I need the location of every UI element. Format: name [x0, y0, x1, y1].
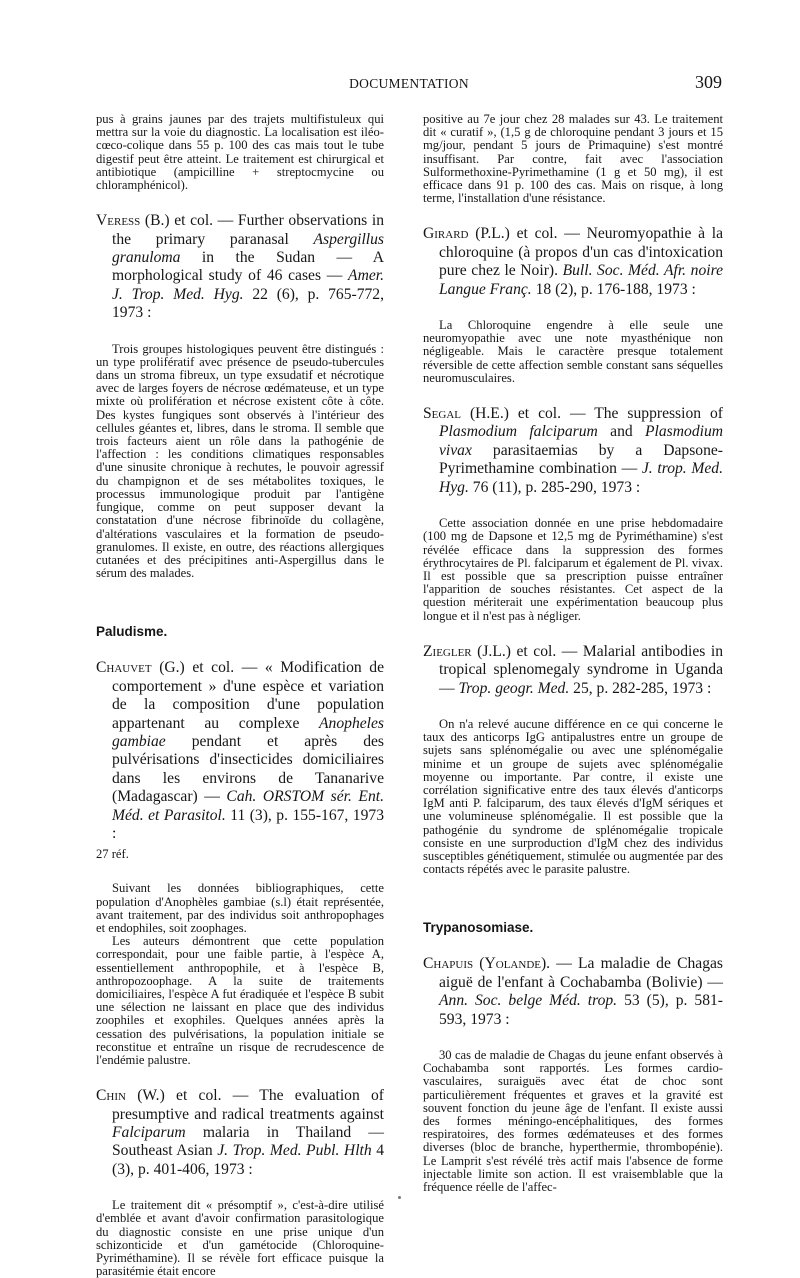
abstract-chin-continued: positive au 7e jour chez 28 malades sur 43. Le traitement dit « curatif », (1,5 g de chloroquine pendant 3 jours et 15 mg/jour, pendant 5 jours de Primaquine) s'est montré insuffisant. Par contre, fait avec l'association Sulformethoxine-Pyrimethamine (1 g et 50 mg), il est efficace dans 91 p. 100 des cas. Mais on risque, à long terme, l'installation d'une résistance.	[423, 112, 723, 206]
abstract-chauvet-1: Suivant les données bibliographiques, cette population d'Anophèles gambiae (s.l) était représentée, avant traitement, par des individus soit anthropophages et endophiles, soit zoophages.	[96, 881, 384, 935]
reference-chauvet: Chauvet (G.) et col. — « Modification de comportement » d'une espèce et variation de la composition d'une population appartenant au complexe Anopheles gambiae pendant et après des pulvérisations d'insecticides domiciliaires dans les environs de Tananarive (Madagascar) — Cah. ORSTOM sér. Ent. Méd. et Parasitol. 11 (3), p. 155-167, 1973 :	[96, 659, 384, 842]
journal-name: Ann. Soc. belge Méd. trop.	[439, 992, 618, 1010]
abstract-veress: Trois groupes histologiques peuvent être distingués : un type prolifératif avec présence de pseudo-tubercules dans un stroma fibreux, un type exsudatif et nécrotique avec de larges foyers de nécrose œdémateuse, et un type mixte où prolifération et nécrose existent côte à côte. Des kystes fungiques sont observés à l'intérieur des cellules géantes et, libres, dans le stroma. Il semble que trois facteurs aient un rôle dans la pathogénie de l'affection : les conditions climatiques responsables d'une sinusite chronique à rechutes, le pouvoir agressif du champignon et de ses métabolites toxiques, le processus immunologique produit par l'antigène fungique, comme on peut supposer devant la constatation d'une nécrose fibrinoïde du collagène, d'altérations vasculaires et la formation de pseudo-granulomes. Il existe, en outre, des réactions allergiques cutanées et des précipitines anti-Aspergillus dans le sérum des malades.	[96, 341, 384, 581]
reference-author: Chin (W.)	[96, 1087, 165, 1105]
reference-girard: Girard (P.L.) et col. — Neuromyopathie à la chloroquine (à propos d'un cas d'intoxication pure chez le Noir). Bull. Soc. Méd. Afr. noire Langue Franç. 18 (2), p. 176-188, 1973 :	[423, 225, 724, 298]
abstract-chapuis: 30 cas de maladie de Chagas du jeune enfant observés à Cochabamba sont rapportés. Les formes cardio-vasculaires, suraiguës avec état de choc sont particulièrement fréquentes et graves et la gravité est souvent fonction du jeune âge de l'enfant. Il existe aussi des formes méningo-encéphalitiques, des formes respiratoires, des formes œdémateuses et des formes diverses (bloc de branche, hyperthermie, thrombopénie). Le Lamprit s'est révélé très actif mais l'absence de forme injectable limite son action. Il est vraisemblable que la fréquence réelle de l'affec-	[423, 1048, 723, 1195]
reference-author: Veress (B.)	[96, 212, 170, 230]
abstract-girard: La Chloroquine engendre à elle seule une neuromyopathie avec une note myasthénique non négligeable. Mais le caractère presque totalement réversible de cette affection semble constant sans séquelles neuromusculaires.	[423, 318, 723, 385]
abstract-segal: Cette association donnée en une prise hebdomadaire (100 mg de Dapsone et 12,5 mg de Pyriméthamine) s'est révélée efficace dans la suppression des formes érythrocytaires de Pl. falciparum et également de Pl. vivax. Il est possible que sa prescription puisse entraîner l'apparition de souches résistantes. Cet aspect de la question mériterait une expérimentation beaucoup plus longue et il n'est pas à négliger.	[423, 516, 723, 623]
reference-count: 27 réf.	[96, 847, 129, 862]
page-speck-mark	[398, 1196, 401, 1199]
reference-author: Ziegler (J.L.)	[423, 642, 511, 660]
right-column	[423, 113, 723, 1194]
running-header	[96, 74, 722, 96]
journal-name: Amer. J. Trop. Med. Hyg.	[112, 267, 384, 303]
reference-author: Girard (P.L.)	[423, 225, 510, 243]
journal-name: Bull. Soc. Méd. Afr. noire Langue Franç.	[439, 262, 724, 298]
reference-chin: Chin (W.) et col. — The evaluation of presumptive and radical treatments against Falciparum malaria in Thailand — Southeast Asian J. Trop. Med. Publ. Hlth 4 (3), p. 401-406, 1973 :	[96, 1087, 385, 1178]
reference-chapuis: Chapuis (Yolande). — La maladie de Chagas aiguë de l'enfant à Cochabamba (Bolivie) — Ann. Soc. belge Méd. trop. 53 (5), p. 581-593, 1973 :	[423, 955, 723, 1028]
journal-name: Trop. geogr. Med.	[458, 679, 570, 697]
left-column	[96, 113, 384, 1278]
reference-ziegler: Ziegler (J.L.) et col. — Malarial antibodies in tropical splenomegaly syndrome in Uganda — Trop. geogr. Med. 25, p. 282-285, 1973 :	[423, 642, 724, 697]
running-title: DOCUMENTATION	[349, 76, 469, 91]
intro-abstract: pus à grains jaunes par des trajets multifistuleux qui mettra sur la voie du diagnostic. La localisation est iléo-cœco-colique dans 55 p. 100 des cas mais tout le tube digestif peut être atteint. Le traitement est chirurgical et antibiotique (ampicilline + streptocmycine ou chloramphénicol).	[96, 112, 384, 193]
abstract-chin: Le traitement dit « présomptif », c'est-à-dire utilisé d'emblée et avant d'avoir confirmation parasitologique du diagnostic consiste en une prise unique d'un schizonticide et d'un gamétocide (Chloroquine-Pyriméthamine). Il se révèle fort efficace puisque la parasitémie était encore	[96, 1198, 384, 1278]
reference-segal: Segal (H.E.) et col. — The suppression of Plasmodium falciparum and Plasmodium vivax parasitaemias by a Dapsone-Pyrimethamine combination — J. trop. Med. Hyg. 76 (11), p. 285-290, 1973 :	[423, 405, 723, 496]
journal-name: J. Trop. Med. Publ. Hlth	[217, 1142, 372, 1160]
abstract-chauvet-2: Les auteurs démontrent que cette population correspondait, pour une faible partie, à l'espèce A, essentiellement anthropophile, et à l'espèce B, anthropozoophage. A la suite de traitements domiciliaires, l'espèce A fut éradiquée et l'espèce B subit une sélection ne laissant en place que des individus zoophiles et exophiles. Quelques années après la cessation des pulvérisations, la population initiale se reconstitue et entraîne un risque de recrudescence de l'endémie palustre.	[96, 934, 384, 1068]
section-heading-paludisme: Paludisme.	[96, 624, 168, 640]
abstract-ziegler: On n'a relevé aucune différence en ce qui concerne le taux des anticorps IgG antipalustres entre un groupe de sujets sans splénomégalie ou avec une splénomégalie minime et un groupe de sujets avec splénomégalie moyenne ou importante. Par contre, il existe une corrélation significative entre des taux élevés d'anticorps IgM anti P. falciparum, des taux élevés d'IgM sériques et une volumineuse splénomégalie. Il est possible que la pathogénie du syndrome de splénomégalie tropicale consiste en une surproduction d'IgM chez des individus susceptibles génétiquement, stimulée ou augmentée par des contacts répétés avec le parasite palustre.	[423, 716, 723, 877]
reference-author: Chauvet (G.)	[96, 659, 185, 677]
journal-name: Cah. ORSTOM sér. Ent. Méd. et Parasitol.	[112, 788, 384, 824]
page-number: 309	[695, 72, 722, 92]
reference-veress: Veress (B.) et col. — Further observations in the primary paranasal Aspergillus granuloma in the Sudan — A morphological study of 46 cases — Amer. J. Trop. Med. Hyg. 22 (6), p. 765-772, 1973 :	[96, 212, 385, 322]
reference-author: Segal (H.E.)	[423, 405, 509, 423]
section-heading-trypanosomiase: Trypanosomiase.	[423, 920, 534, 936]
journal-name: J. trop. Med. Hyg.	[439, 460, 723, 496]
reference-author: Chapuis (Yolande)	[423, 955, 547, 973]
